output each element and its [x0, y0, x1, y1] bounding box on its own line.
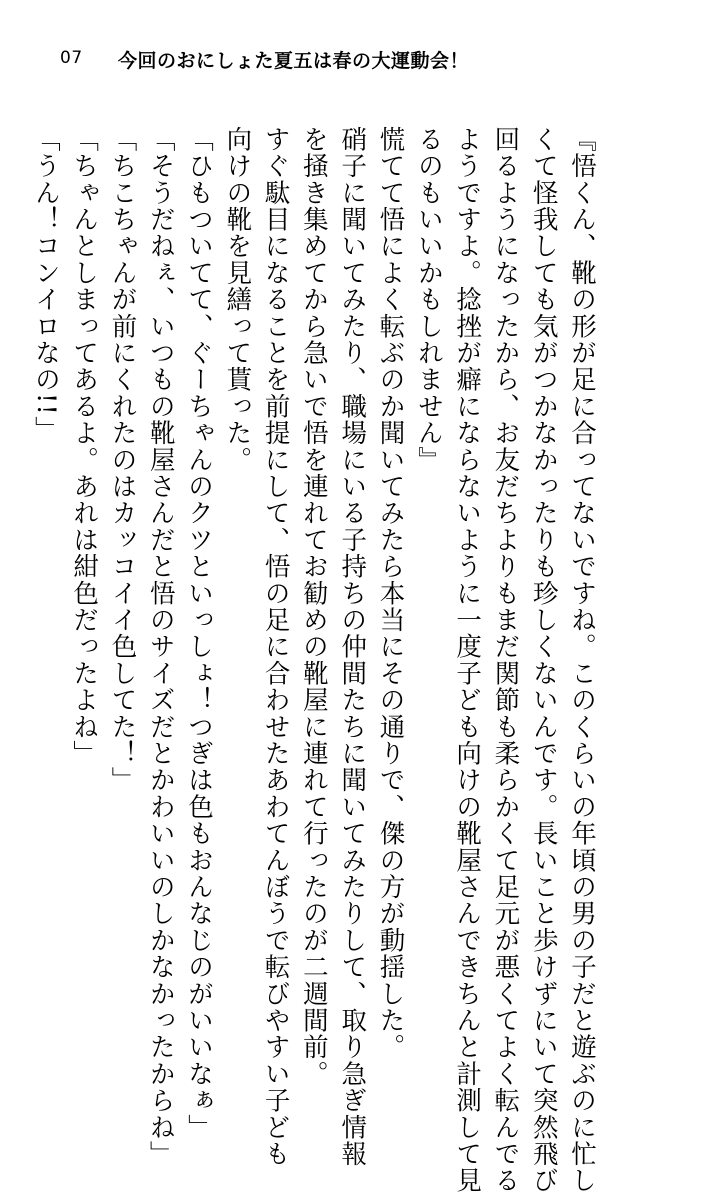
text-column: 『悟くん、靴の形が足に合ってないですね。このくらいの年頃の男の子だと遊ぶのに忙し [567, 126, 597, 1194]
text-column: 向けの靴を見繕って貰った。 [222, 126, 253, 474]
text-column: を掻き集めてから急いで悟を連れてお勧めの靴屋に連れて行ったのが二週間前。 [298, 126, 329, 1088]
text-column: るのもいいかもしれません』 [413, 126, 444, 474]
text-column: すぐ駄目になることを前提にして、悟の足に合わせたあわてんぼうで転びやすい子ども [260, 126, 291, 1168]
dialogue-column: 「そうだねぇ、いつもの靴屋さんだと悟のサイズだとかわいいのしかなかったからね」 [145, 126, 176, 1168]
text-column: ようですよ。捻挫が癖にならないように一度子ども向けの靴屋さんできちんと計測して見 [452, 126, 483, 1194]
dialogue-column: 「うん！コンイロなの!!」 [30, 126, 61, 443]
text-column: くて怪我しても気がつかなかったりも珍しくないんです。長いこと歩けずにいて突然飛び [528, 126, 559, 1194]
dialogue-column: 「ひもついてて、ぐーちゃんのクツといっしょ！つぎは色もおんなじのがいいなぁ」 [184, 126, 215, 1141]
running-title: 今回のおにしょた夏五は春の大運動会！ [118, 50, 470, 72]
dialogue-column: 「ちこちゃんが前にくれたのはカッコイイ色してた！」 [107, 126, 138, 794]
text-column: 慌てて悟によく転ぶのか聞いてみたら本当にその通りで、傑の方が動揺した。 [375, 126, 406, 1061]
dialogue-column: 「ちゃんとしまってあるよ。あれは紺色だったよね」 [69, 126, 100, 767]
vertical-body-text [27, 126, 601, 1194]
page-number: 07 [60, 48, 83, 68]
text-column: 回るようになったから、お友だちよりもまだ関節も柔らかくて足元が悪くてよく転んでる [490, 126, 521, 1194]
text-column: 硝子に聞いてみたり、職場にいる子持ちの仲間たちに聞いてみたりして、取り急ぎ情報 [337, 126, 368, 1168]
